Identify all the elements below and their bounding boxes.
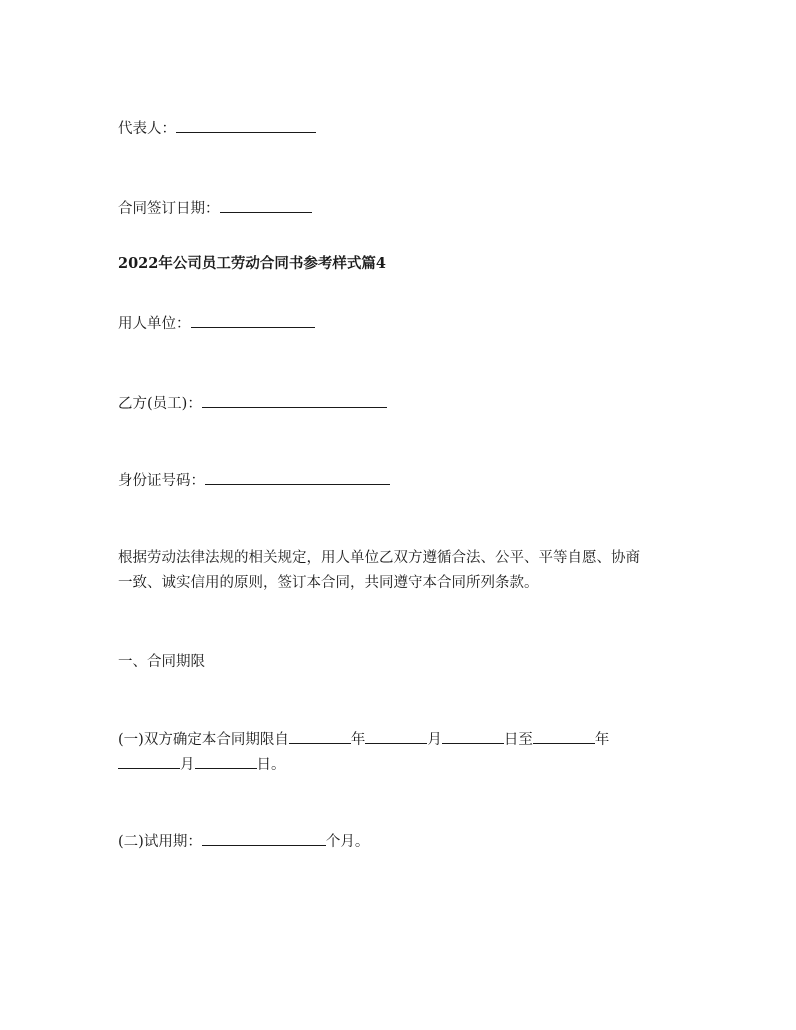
contract-term-paragraph	[118, 728, 609, 778]
employee-blank[interactable]	[202, 393, 387, 408]
id-number-blank[interactable]	[205, 470, 390, 485]
representative-label: 代表人：	[118, 121, 176, 137]
contract-term-line-1	[118, 728, 609, 753]
clause1-heading: 一、合同期限	[118, 654, 205, 670]
contract-term-line-2	[118, 753, 609, 778]
end-month-label: 月	[180, 757, 195, 773]
term-prefix: (一)双方确定本合同期限自	[118, 732, 289, 748]
end-day-blank[interactable]	[195, 754, 257, 769]
probation-blank[interactable]	[202, 831, 326, 846]
end-day-label: 日。	[256, 757, 286, 773]
id-number-label: 身份证号码：	[118, 473, 205, 489]
start-year-blank[interactable]	[289, 729, 351, 744]
employer-label: 用人单位：	[118, 316, 191, 332]
start-day-blank[interactable]	[442, 729, 504, 744]
probation-prefix: (二)试用期：	[118, 834, 202, 850]
end-year-label: 年	[594, 732, 610, 748]
end-month-blank[interactable]	[118, 754, 180, 769]
sign-date-blank[interactable]	[220, 198, 312, 213]
employer-blank[interactable]	[191, 313, 315, 328]
sign-date-line	[118, 198, 312, 219]
sign-date-label: 合同签订日期：	[118, 201, 220, 217]
employer-line	[118, 313, 315, 334]
probation-line	[118, 831, 369, 852]
preamble-paragraph	[118, 546, 640, 596]
preamble-line-1: 根据劳动法律法规的相关规定，用人单位乙双方遵循合法、公平、平等自愿、协商	[118, 550, 640, 566]
id-number-line	[118, 470, 390, 491]
day-to-label: 日至	[503, 732, 533, 748]
employee-line	[118, 393, 387, 414]
representative-blank[interactable]	[176, 118, 316, 133]
probation-suffix: 个月。	[325, 834, 370, 850]
month-label: 月	[427, 732, 442, 748]
representative-line	[118, 118, 316, 139]
employee-label: 乙方(员工)：	[118, 396, 202, 412]
start-month-blank[interactable]	[365, 729, 427, 744]
year-label: 年	[350, 732, 366, 748]
section-title: 2022年公司员工劳动合同书参考样式篇4	[118, 255, 386, 272]
preamble-line-2: 一致、诚实信用的原则，签订本合同，共同遵守本合同所列条款。	[118, 575, 539, 591]
end-year-blank[interactable]	[533, 729, 595, 744]
